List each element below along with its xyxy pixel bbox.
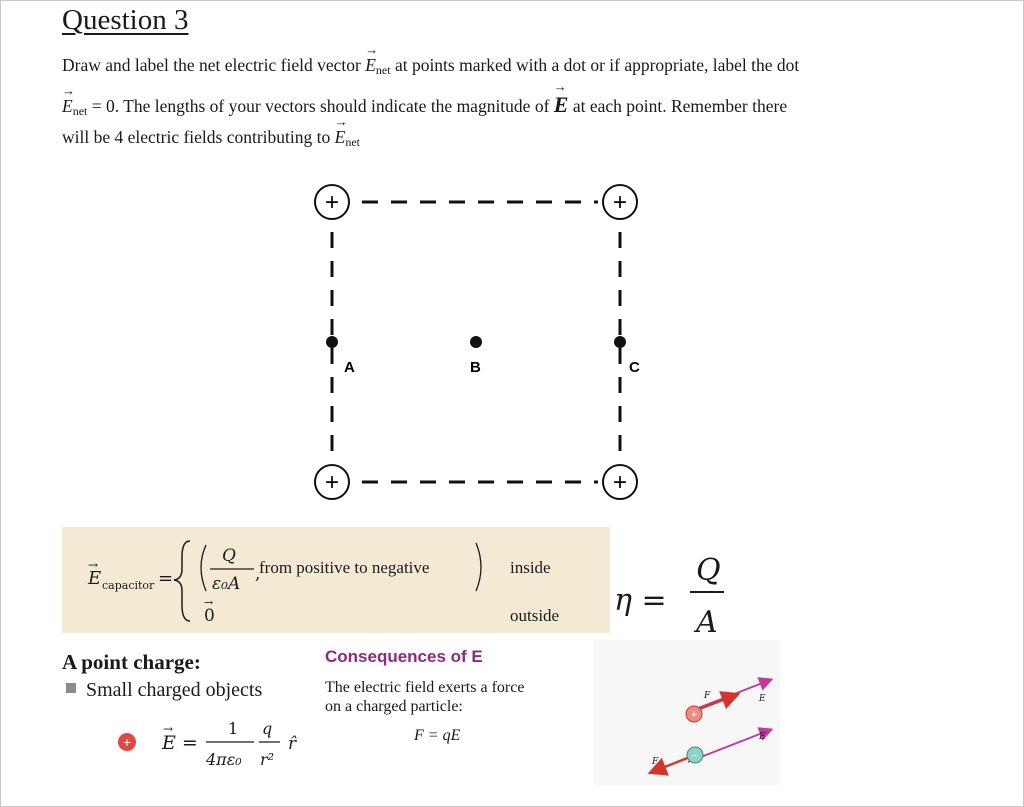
point-c-dot <box>614 336 626 348</box>
svg-text:η =: η = <box>614 583 667 618</box>
svg-text:=: = <box>158 568 174 589</box>
right-paren <box>476 543 481 591</box>
consequences-title: Consequences of E <box>325 647 483 666</box>
question-title: Question 3 <box>62 4 189 36</box>
left-brace <box>174 541 190 621</box>
svg-text:→: → <box>204 596 214 609</box>
point-a-label: A <box>344 359 355 376</box>
point-b-dot <box>470 336 482 348</box>
svg-text:q: q <box>262 719 273 738</box>
vector-arrow: → <box>88 558 99 572</box>
svg-text:E: E <box>88 568 102 589</box>
svg-text:A: A <box>696 605 718 640</box>
svg-text:from positive to negative: from positive to negative <box>259 558 430 577</box>
point-c-label: C <box>629 359 640 376</box>
svg-text:+: + <box>324 469 340 496</box>
svg-text:ε₀A: ε₀A <box>212 574 241 594</box>
charge-top-left <box>315 185 349 219</box>
svg-text:E =: E = <box>162 732 198 754</box>
svg-text:Q: Q <box>222 546 236 566</box>
svg-text:0: 0 <box>204 606 215 626</box>
point-b-label: B <box>470 359 481 376</box>
point-a-dot <box>326 336 338 348</box>
capacitor-formula-panel <box>62 527 610 633</box>
force-label-upper: F <box>704 691 711 701</box>
consequences-text: The electric field exerts a force on a charged particle: <box>325 679 525 715</box>
prompt-line-2: → $E_{net} = 0$. The lengths of your vectors should indicate the magnitude of → E at each point. Remember there <box>62 92 787 119</box>
capacitor-formula <box>62 527 610 633</box>
charge-bottom-right <box>603 465 637 499</box>
svg-text:+: + <box>612 189 628 216</box>
svg-text:1: 1 <box>228 719 239 738</box>
svg-text:+: + <box>122 734 132 750</box>
bullet-square-icon <box>66 683 76 693</box>
svg-text:→: → <box>163 722 174 736</box>
svg-text:inside: inside <box>510 558 551 577</box>
svg-text:+: + <box>690 709 698 721</box>
point-charge-title: A point charge: <box>62 650 201 674</box>
svg-text:r̂: r̂ <box>288 734 297 754</box>
charge-top-right <box>603 185 637 219</box>
positive-charge-icon <box>118 733 136 751</box>
force-label-lower: F <box>652 757 659 767</box>
force-equation: F = qE <box>414 727 461 744</box>
field-label-upper: E <box>759 694 766 704</box>
force-figure-panel <box>594 640 780 785</box>
charge-square-diagram <box>290 170 670 510</box>
charge-density-formula <box>612 540 732 640</box>
svg-text:r²: r² <box>260 750 275 769</box>
charge-bottom-left <box>315 465 349 499</box>
point-charge-bullet: Small charged objects <box>62 679 262 702</box>
svg-text:outside: outside <box>510 606 560 625</box>
point-charge-block <box>62 650 262 702</box>
svg-text:+: + <box>324 189 340 216</box>
prompt-line-1: Draw and label the net electric field vector → $E_{net}$ at points marked with a dot or if appropriate, label the dot <box>62 55 799 78</box>
svg-text:,: , <box>255 564 261 584</box>
svg-text:+: + <box>612 469 628 496</box>
force-figure <box>594 640 780 785</box>
svg-text:capacitor: capacitor <box>102 579 155 592</box>
point-charge-formula <box>110 713 310 773</box>
field-line-upper <box>688 680 770 712</box>
prompt-line-3: will be 4 electric fields contributing to → $E_{net}$ <box>62 127 360 150</box>
left-paren <box>201 545 206 591</box>
svg-text:Q: Q <box>696 553 721 588</box>
field-label-lower: E <box>759 732 766 742</box>
svg-text:−: − <box>691 750 699 762</box>
svg-text:4πε₀: 4πε₀ <box>206 750 242 769</box>
